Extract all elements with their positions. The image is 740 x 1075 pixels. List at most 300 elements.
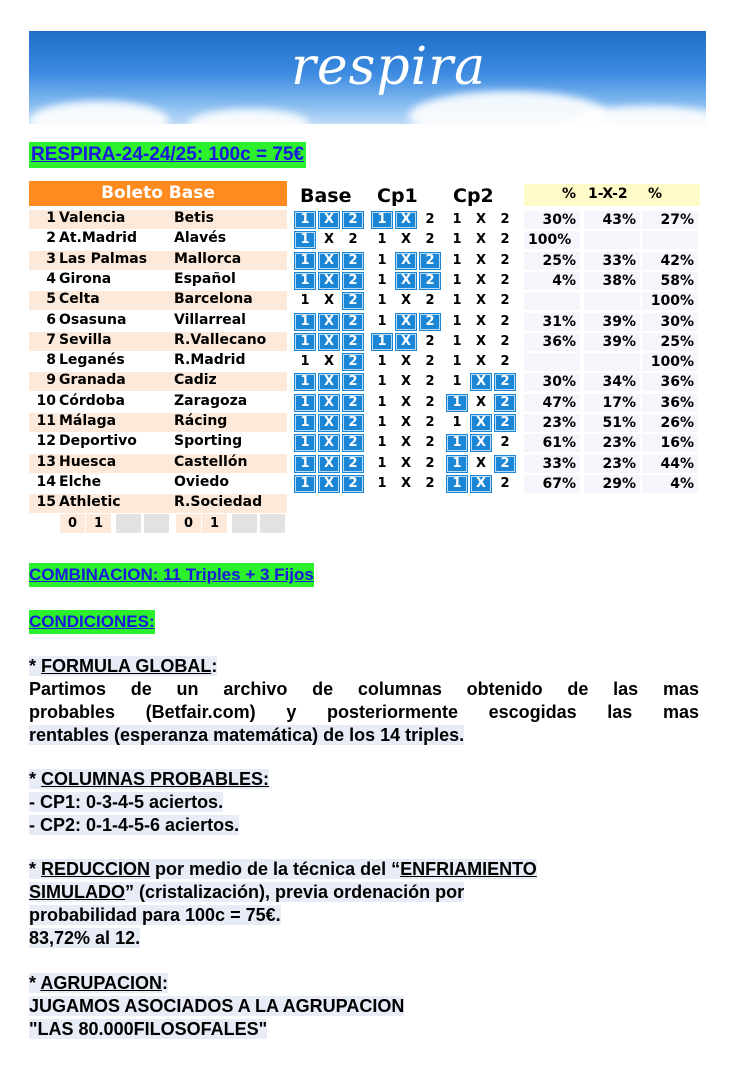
away-team: Mallorca — [174, 251, 242, 267]
sign-x: X — [323, 232, 335, 247]
sign-2: 2 — [425, 354, 435, 369]
columnas-line-1: - CP1: 0-3-4-5 aciertos. — [29, 792, 224, 812]
base-signs — [294, 272, 364, 290]
match-row — [29, 332, 287, 351]
condiciones-heading: CONDICIONES: — [29, 610, 155, 634]
pct-p1: 47% — [524, 394, 580, 412]
pct-p2: 25% — [642, 333, 698, 351]
sign-1: 1 — [377, 374, 387, 389]
pct-p2: 4% — [642, 475, 698, 493]
home-goal-1: 1 — [86, 514, 111, 533]
sign-2-marked: 2 — [419, 313, 441, 331]
match-number: 9 — [46, 372, 56, 388]
cp2-signs — [446, 252, 516, 270]
sign-x: X — [475, 293, 487, 308]
col-head-cp2: Cp2 — [453, 185, 494, 207]
sign-2-marked: 2 — [342, 475, 364, 493]
away-team: Cadiz — [174, 372, 217, 388]
sign-x-marked: X — [395, 272, 417, 290]
formula-title: FORMULA GLOBAL — [41, 656, 212, 676]
match-number: 13 — [36, 454, 56, 470]
combinacion-heading: COMBINACION: 11 Triples + 3 Fijos — [29, 563, 314, 587]
sign-x-marked: X — [470, 373, 492, 391]
sign-1: 1 — [452, 314, 462, 329]
goal-blank — [116, 514, 141, 533]
match-number: 12 — [36, 433, 56, 449]
home-team: Granada — [59, 372, 126, 388]
formula-line-1: Partimos de un archivo de columnas obtenido de las mas — [29, 679, 699, 699]
sign-1-marked: 1 — [371, 333, 393, 351]
sign-2-marked: 2 — [342, 333, 364, 351]
cp1-signs — [371, 373, 441, 391]
match-row — [29, 271, 287, 290]
sign-x: X — [400, 293, 412, 308]
cp1-signs — [371, 292, 441, 310]
sign-x: X — [475, 334, 487, 349]
match-row — [29, 352, 287, 371]
pct-px: 51% — [584, 414, 640, 432]
match-number: 7 — [46, 332, 56, 348]
match-row — [29, 454, 287, 473]
pct-p1: 30% — [524, 373, 580, 391]
away-team: Villarreal — [174, 312, 246, 328]
sign-x-marked: X — [470, 475, 492, 493]
sign-1: 1 — [452, 293, 462, 308]
pct-px: 39% — [584, 313, 640, 331]
goal-blank — [144, 514, 169, 533]
sign-1: 1 — [300, 293, 310, 308]
match-row — [29, 413, 287, 432]
sign-2-marked: 2 — [342, 414, 364, 432]
bullet-star: * — [29, 859, 42, 879]
sign-x: X — [323, 354, 335, 369]
sign-2: 2 — [500, 293, 510, 308]
pct-p2: 36% — [642, 373, 698, 391]
pct-px: 38% — [584, 272, 640, 290]
sign-2: 2 — [500, 212, 510, 227]
page-title: RESPIRA-24-24/25: 100c = 75€ — [29, 142, 306, 168]
home-team: Athletic — [59, 494, 121, 510]
agrupacion-line-1: JUGAMOS ASOCIADOS A LA AGRUPACION — [29, 996, 405, 1016]
match-number: 3 — [46, 251, 56, 267]
sign-1-marked: 1 — [294, 231, 316, 249]
cp2-signs — [446, 373, 516, 391]
sign-1: 1 — [452, 212, 462, 227]
match-row — [29, 230, 287, 249]
col-head-base: Base — [300, 185, 352, 207]
sign-2-marked: 2 — [494, 394, 516, 412]
base-signs — [294, 252, 364, 270]
cp2-signs — [446, 211, 516, 229]
sign-x-marked: X — [318, 211, 340, 229]
sign-2: 2 — [425, 456, 435, 471]
pct-px: 29% — [584, 475, 640, 493]
pct-p2: 26% — [642, 414, 698, 432]
match-number: 14 — [36, 474, 56, 490]
base-signs — [294, 475, 364, 493]
sign-1-marked: 1 — [294, 252, 316, 270]
sign-1-marked: 1 — [294, 373, 316, 391]
sign-2-marked: 2 — [342, 313, 364, 331]
cp2-signs — [446, 353, 516, 371]
sign-2-marked: 2 — [494, 373, 516, 391]
pct-px — [584, 292, 640, 310]
sign-1-marked: 1 — [294, 211, 316, 229]
sign-1: 1 — [377, 273, 387, 288]
bullet-star: * — [29, 769, 42, 789]
pct-p1 — [524, 353, 580, 371]
match-row — [29, 312, 287, 331]
sign-2: 2 — [500, 253, 510, 268]
sign-2: 2 — [500, 273, 510, 288]
sign-x: X — [400, 456, 412, 471]
pct-p1: 36% — [524, 333, 580, 351]
home-team: Córdoba — [59, 393, 125, 409]
sign-x-marked: X — [318, 313, 340, 331]
reduccion-text-1: por medio de la técnica del “ — [150, 859, 401, 879]
sign-x-marked: X — [318, 414, 340, 432]
base-signs — [294, 373, 364, 391]
home-team: At.Madrid — [59, 230, 137, 246]
cp1-signs — [371, 252, 441, 270]
sign-1: 1 — [377, 253, 387, 268]
pct-p1: 30% — [524, 211, 580, 229]
sign-2-marked: 2 — [342, 252, 364, 270]
sign-2: 2 — [500, 314, 510, 329]
bullet-star: * — [29, 973, 41, 993]
away-team: Rácing — [174, 413, 228, 429]
pct-p2: 100% — [642, 292, 698, 310]
sign-x-marked: X — [318, 373, 340, 391]
pct-head-1: % — [562, 186, 577, 202]
sign-1-marked: 1 — [294, 333, 316, 351]
sign-1: 1 — [452, 253, 462, 268]
sign-x: X — [475, 253, 487, 268]
cp1-signs — [371, 333, 441, 351]
sign-1-marked: 1 — [294, 455, 316, 473]
sign-x: X — [400, 476, 412, 491]
banner — [29, 31, 706, 124]
formula-colon: : — [211, 656, 218, 676]
pct-px: 23% — [584, 434, 640, 452]
pct-p1: 23% — [524, 414, 580, 432]
sign-1: 1 — [377, 354, 387, 369]
sign-x-marked: X — [318, 333, 340, 351]
away-team: R.Madrid — [174, 352, 246, 368]
sign-2: 2 — [425, 293, 435, 308]
sign-2-marked: 2 — [342, 455, 364, 473]
sign-2: 2 — [425, 374, 435, 389]
pct-p1: 67% — [524, 475, 580, 493]
formula-section — [29, 655, 699, 747]
home-team: Celta — [59, 291, 100, 307]
sign-1: 1 — [452, 354, 462, 369]
sign-2: 2 — [500, 476, 510, 491]
home-team: Girona — [59, 271, 112, 287]
sign-2: 2 — [425, 476, 435, 491]
base-signs — [294, 434, 364, 452]
away-team: R.Vallecano — [174, 332, 267, 348]
bullet-star: * — [29, 656, 42, 676]
sign-2: 2 — [500, 354, 510, 369]
cp2-signs — [446, 292, 516, 310]
match-row — [29, 251, 287, 270]
sign-2: 2 — [425, 334, 435, 349]
agrupacion-line-2: "LAS 80.000FILOSOFALES" — [29, 1019, 268, 1039]
cp2-signs — [446, 272, 516, 290]
away-team: Alavés — [174, 230, 227, 246]
formula-line-2: probables (Betfair.com) y posteriormente escogidas las mas — [29, 702, 699, 722]
away-team: Zaragoza — [174, 393, 248, 409]
sign-x-marked: X — [395, 211, 417, 229]
sign-x: X — [400, 232, 412, 247]
sign-2: 2 — [425, 395, 435, 410]
sign-1: 1 — [377, 232, 387, 247]
reduccion-text-2: ” (cristalización), previa ordenación por — [125, 882, 465, 902]
pct-p1: 61% — [524, 434, 580, 452]
cp1-signs — [371, 414, 441, 432]
columnas-title: COLUMNAS PROBABLES: — [41, 769, 270, 789]
col-head-cp1: Cp1 — [377, 185, 418, 207]
cp1-signs — [371, 272, 441, 290]
home-team: Sevilla — [59, 332, 112, 348]
cp2-signs — [446, 231, 516, 249]
cp1-signs — [371, 313, 441, 331]
sign-x-marked: X — [318, 434, 340, 452]
cp1-signs — [371, 455, 441, 473]
home-team: Valencia — [59, 210, 126, 226]
cp1-signs — [371, 353, 441, 371]
sign-x: X — [400, 435, 412, 450]
base-signs — [294, 292, 364, 310]
sign-x: X — [400, 415, 412, 430]
sign-1: 1 — [377, 476, 387, 491]
pct-p1 — [524, 292, 580, 310]
away-team: Oviedo — [174, 474, 229, 490]
away-goal-1: 1 — [202, 514, 227, 533]
sign-x-marked: X — [318, 394, 340, 412]
home-team: Deportivo — [59, 433, 137, 449]
pct-px: 43% — [584, 211, 640, 229]
pct-p2: 36% — [642, 394, 698, 412]
away-team: R.Sociedad — [174, 494, 263, 510]
cp2-signs — [446, 414, 516, 432]
away-goal-0: 0 — [176, 514, 201, 533]
pct-p2: 16% — [642, 434, 698, 452]
pleno-row — [29, 494, 287, 513]
sign-1-marked: 1 — [294, 414, 316, 432]
sign-1: 1 — [452, 232, 462, 247]
pct-p1: 33% — [524, 455, 580, 473]
cp2-signs — [446, 313, 516, 331]
sign-x: X — [475, 232, 487, 247]
sign-2: 2 — [425, 435, 435, 450]
sign-2: 2 — [425, 232, 435, 247]
cp1-signs — [371, 211, 441, 229]
home-team: Huesca — [59, 454, 117, 470]
match-row — [29, 372, 287, 391]
sign-1: 1 — [377, 456, 387, 471]
match-number: 2 — [46, 230, 56, 246]
sign-2: 2 — [500, 435, 510, 450]
sign-x-marked: X — [318, 455, 340, 473]
sign-1-marked: 1 — [446, 394, 468, 412]
sign-1-marked: 1 — [294, 475, 316, 493]
home-team: Leganés — [59, 352, 125, 368]
cp1-signs — [371, 434, 441, 452]
agrupacion-section — [29, 972, 699, 1041]
sign-1: 1 — [377, 435, 387, 450]
pct-p2: 44% — [642, 455, 698, 473]
home-goal-0: 0 — [60, 514, 85, 533]
sign-x-marked: X — [318, 475, 340, 493]
match-number: 1 — [46, 210, 56, 226]
pct-header — [524, 184, 700, 206]
base-signs — [294, 231, 364, 249]
sign-1-marked: 1 — [446, 434, 468, 452]
cp2-signs — [446, 394, 516, 412]
sign-2-marked: 2 — [419, 252, 441, 270]
formula-line-3: rentables (esperanza matemática) de los 14 triples. — [29, 725, 465, 745]
sign-2: 2 — [425, 415, 435, 430]
sign-x-marked: X — [470, 434, 492, 452]
pct-p2: 30% — [642, 313, 698, 331]
sign-2-marked: 2 — [494, 414, 516, 432]
reduccion-line-3: probabilidad para 100c = 75€. — [29, 905, 281, 925]
sign-x-marked: X — [470, 414, 492, 432]
home-team: Elche — [59, 474, 102, 490]
sign-x-marked: X — [318, 272, 340, 290]
sign-x: X — [475, 354, 487, 369]
match-row — [29, 433, 287, 452]
sign-2: 2 — [425, 212, 435, 227]
match-row — [29, 291, 287, 310]
sign-x: X — [475, 314, 487, 329]
home-team: Las Palmas — [59, 251, 148, 267]
reduccion-section — [29, 858, 699, 950]
reduccion-title-2: ENFRIAMIENTO — [400, 859, 537, 879]
pct-p2 — [642, 231, 698, 249]
match-number: 10 — [36, 393, 56, 409]
match-number: 6 — [46, 312, 56, 328]
pct-p2: 100% — [642, 353, 698, 371]
pct-p1: 4% — [524, 272, 580, 290]
cp2-signs — [446, 455, 516, 473]
goal-blank — [232, 514, 257, 533]
cp2-signs — [446, 333, 516, 351]
columnas-section — [29, 768, 699, 837]
sign-x: X — [400, 354, 412, 369]
sign-1: 1 — [377, 395, 387, 410]
pct-px: 23% — [584, 455, 640, 473]
sign-1: 1 — [377, 293, 387, 308]
sign-x: X — [400, 395, 412, 410]
cp1-signs — [371, 475, 441, 493]
sign-1: 1 — [300, 354, 310, 369]
pct-p2: 27% — [642, 211, 698, 229]
sign-x-marked: X — [395, 252, 417, 270]
away-team: Sporting — [174, 433, 243, 449]
sign-2: 2 — [348, 232, 358, 247]
sign-2-marked: 2 — [342, 292, 364, 310]
sign-1: 1 — [452, 415, 462, 430]
sign-1-marked: 1 — [294, 434, 316, 452]
pct-px — [584, 353, 640, 371]
sign-2: 2 — [500, 232, 510, 247]
match-number: 11 — [36, 413, 56, 429]
goal-blank — [260, 514, 285, 533]
sign-2-marked: 2 — [494, 455, 516, 473]
sign-1-marked: 1 — [294, 313, 316, 331]
cp2-signs — [446, 434, 516, 452]
agrupacion-title: AGRUPACION — [40, 973, 163, 993]
pct-p1: 31% — [524, 313, 580, 331]
match-row — [29, 393, 287, 412]
base-signs — [294, 353, 364, 371]
pct-p1: 100% — [524, 231, 580, 249]
pct-p2: 58% — [642, 272, 698, 290]
cp1-signs — [371, 231, 441, 249]
pct-head-2: % — [648, 186, 663, 202]
pleno-goals — [29, 514, 287, 533]
cp2-signs — [446, 475, 516, 493]
sign-x: X — [400, 374, 412, 389]
sign-1-marked: 1 — [294, 394, 316, 412]
match-number: 15 — [36, 494, 56, 510]
pct-px: 34% — [584, 373, 640, 391]
reduccion-title: REDUCCION — [41, 859, 151, 879]
boleto-title: Boleto Base — [29, 181, 287, 206]
sign-1-marked: 1 — [446, 475, 468, 493]
sign-1-marked: 1 — [371, 211, 393, 229]
base-signs — [294, 394, 364, 412]
banner-title: respira — [291, 37, 487, 97]
sign-1: 1 — [452, 334, 462, 349]
reduccion-title-3: SIMULADO — [29, 882, 125, 902]
sign-x: X — [475, 273, 487, 288]
sign-2-marked: 2 — [342, 394, 364, 412]
sign-2-marked: 2 — [342, 272, 364, 290]
sign-1: 1 — [377, 415, 387, 430]
sign-x: X — [475, 212, 487, 227]
pct-p1: 25% — [524, 252, 580, 270]
columnas-line-2: - CP2: 0-1-4-5-6 aciertos. — [29, 815, 240, 835]
sign-x-marked: X — [395, 313, 417, 331]
sign-x: X — [475, 456, 487, 471]
away-team: Castellón — [174, 454, 248, 470]
agrupacion-colon: : — [162, 973, 169, 993]
sign-x: X — [323, 293, 335, 308]
sign-2-marked: 2 — [342, 373, 364, 391]
sign-1: 1 — [377, 314, 387, 329]
match-row — [29, 210, 287, 229]
sign-1-marked: 1 — [294, 272, 316, 290]
away-team: Español — [174, 271, 236, 287]
sign-2-marked: 2 — [342, 353, 364, 371]
sign-2-marked: 2 — [342, 434, 364, 452]
reduccion-line-4: 83,72% al 12. — [29, 928, 141, 948]
sign-1-marked: 1 — [446, 455, 468, 473]
home-team: Málaga — [59, 413, 117, 429]
home-team: Osasuna — [59, 312, 127, 328]
match-number: 5 — [46, 291, 56, 307]
pct-head-x: 1-X-2 — [588, 186, 628, 202]
sign-x-marked: X — [395, 333, 417, 351]
base-signs — [294, 455, 364, 473]
sign-1: 1 — [452, 374, 462, 389]
match-number: 8 — [46, 352, 56, 368]
sign-2-marked: 2 — [419, 272, 441, 290]
